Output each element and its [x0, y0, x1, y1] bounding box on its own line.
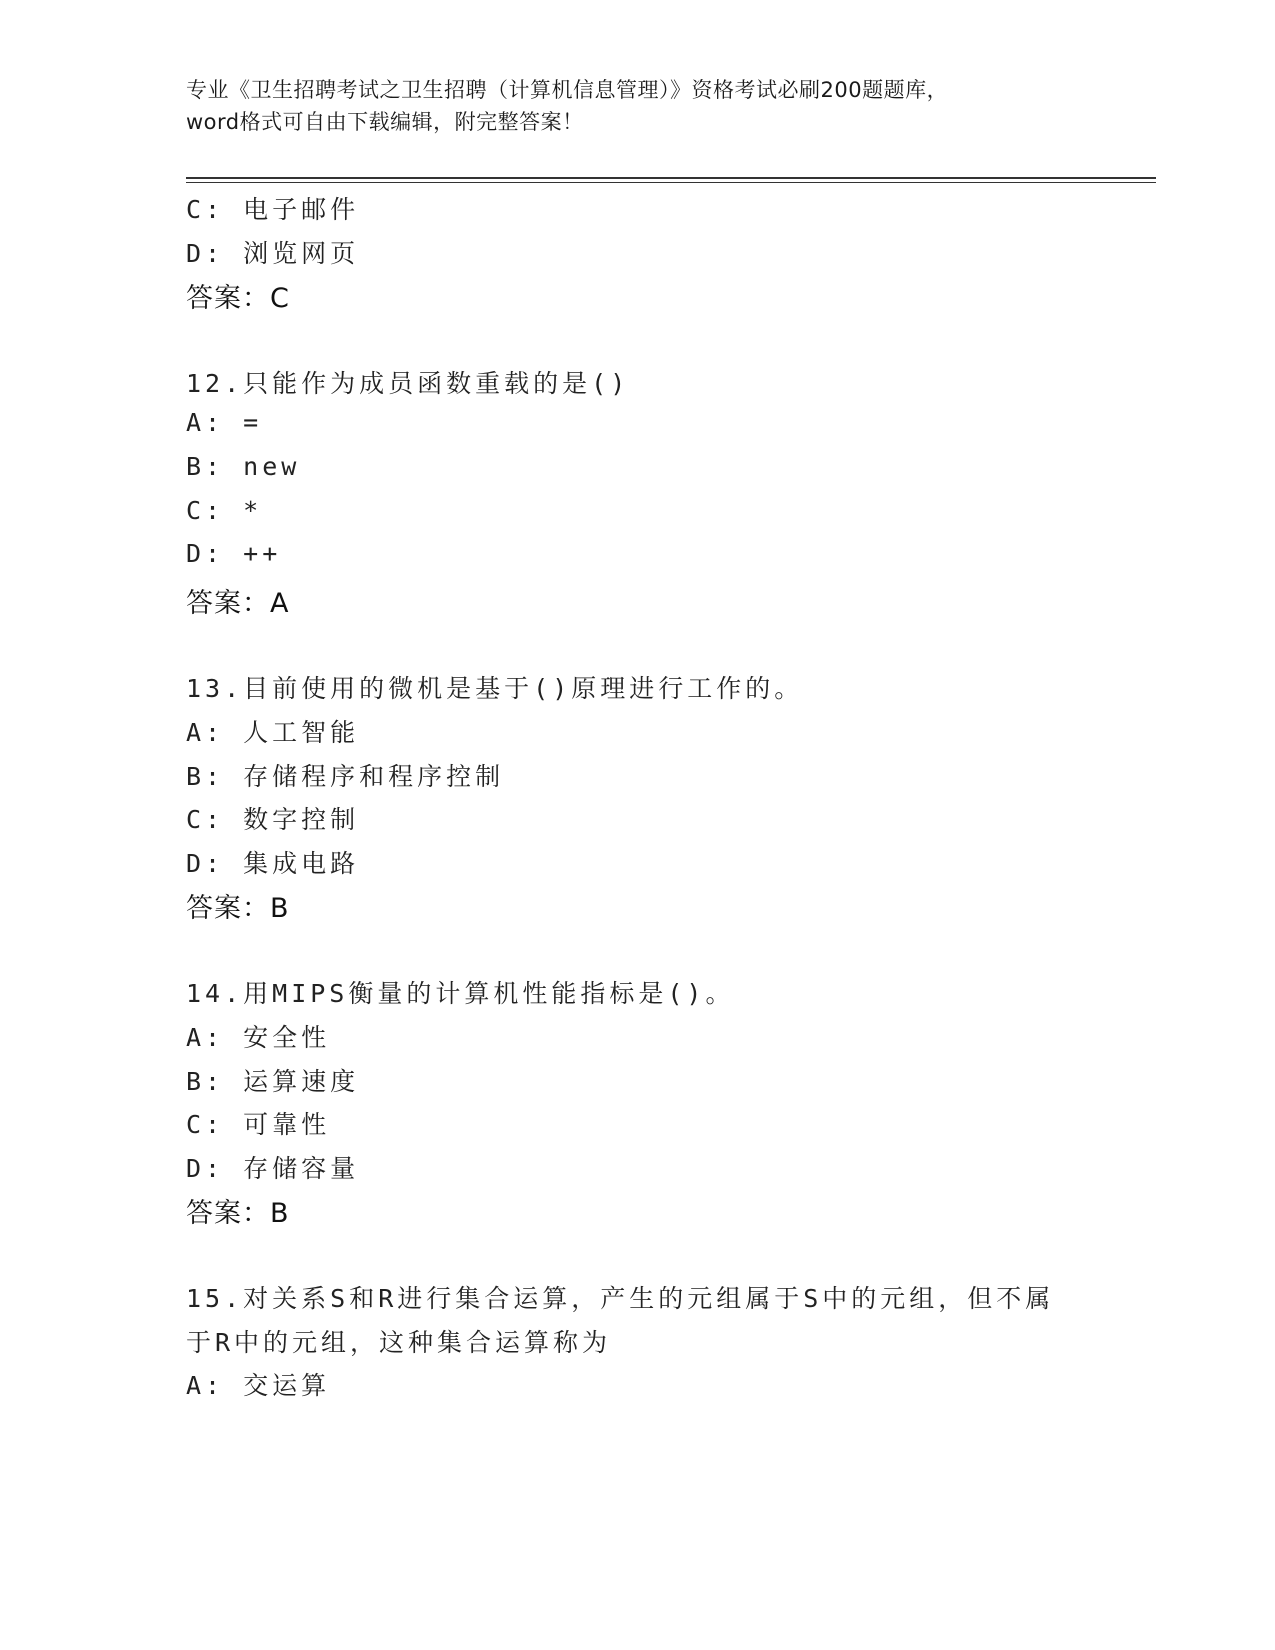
question-12-answer: 答案：A: [186, 588, 290, 619]
document-header: [186, 74, 1086, 138]
prev-answer: 答案：C: [186, 283, 290, 314]
question-13-option-a: A: 人工智能: [186, 718, 360, 747]
question-14-option-b: B: 运算速度: [186, 1067, 360, 1096]
question-12-stem: 12.只能作为成员函数重载的是(): [186, 369, 630, 398]
question-12-option-c: C: *: [186, 496, 263, 525]
header-divider-bottom: [186, 182, 1156, 183]
header-line-1: 专业《卫生招聘考试之卫生招聘（计算机信息管理）》资格考试必刷200题题库，: [186, 78, 949, 102]
question-13-stem: 13.目前使用的微机是基于()原理进行工作的。: [186, 674, 804, 703]
question-13-option-b: B: 存储程序和程序控制: [186, 762, 505, 791]
prev-option-c: C: 电子邮件: [186, 195, 360, 224]
prev-option-d: D: 浏览网页: [186, 239, 360, 268]
question-13-option-c: C: 数字控制: [186, 805, 360, 834]
question-12-option-d: D: ++: [186, 539, 282, 568]
question-14-option-c: C: 可靠性: [186, 1110, 331, 1139]
question-14-option-a: A: 安全性: [186, 1023, 331, 1052]
question-14-option-d: D: 存储容量: [186, 1154, 360, 1183]
question-14-answer: 答案：B: [186, 1198, 290, 1229]
question-15-option-a: A: 交运算: [186, 1371, 331, 1400]
header-divider-top: [186, 177, 1156, 179]
question-15-stem-line-2: 于R中的元组，这种集合运算称为: [186, 1328, 612, 1357]
question-12-option-b: B: new: [186, 452, 301, 481]
header-line-2: word格式可自由下载编辑，附完整答案！: [186, 110, 584, 134]
question-15-stem-line-1: 15.对关系S和R进行集合运算，产生的元组属于S中的元组，但不属: [186, 1284, 1055, 1313]
question-13-option-d: D: 集成电路: [186, 849, 360, 878]
question-14-stem: 14.用MIPS衡量的计算机性能指标是()。: [186, 979, 735, 1008]
question-12-option-a: A: =: [186, 408, 263, 437]
question-13-answer: 答案：B: [186, 893, 290, 924]
